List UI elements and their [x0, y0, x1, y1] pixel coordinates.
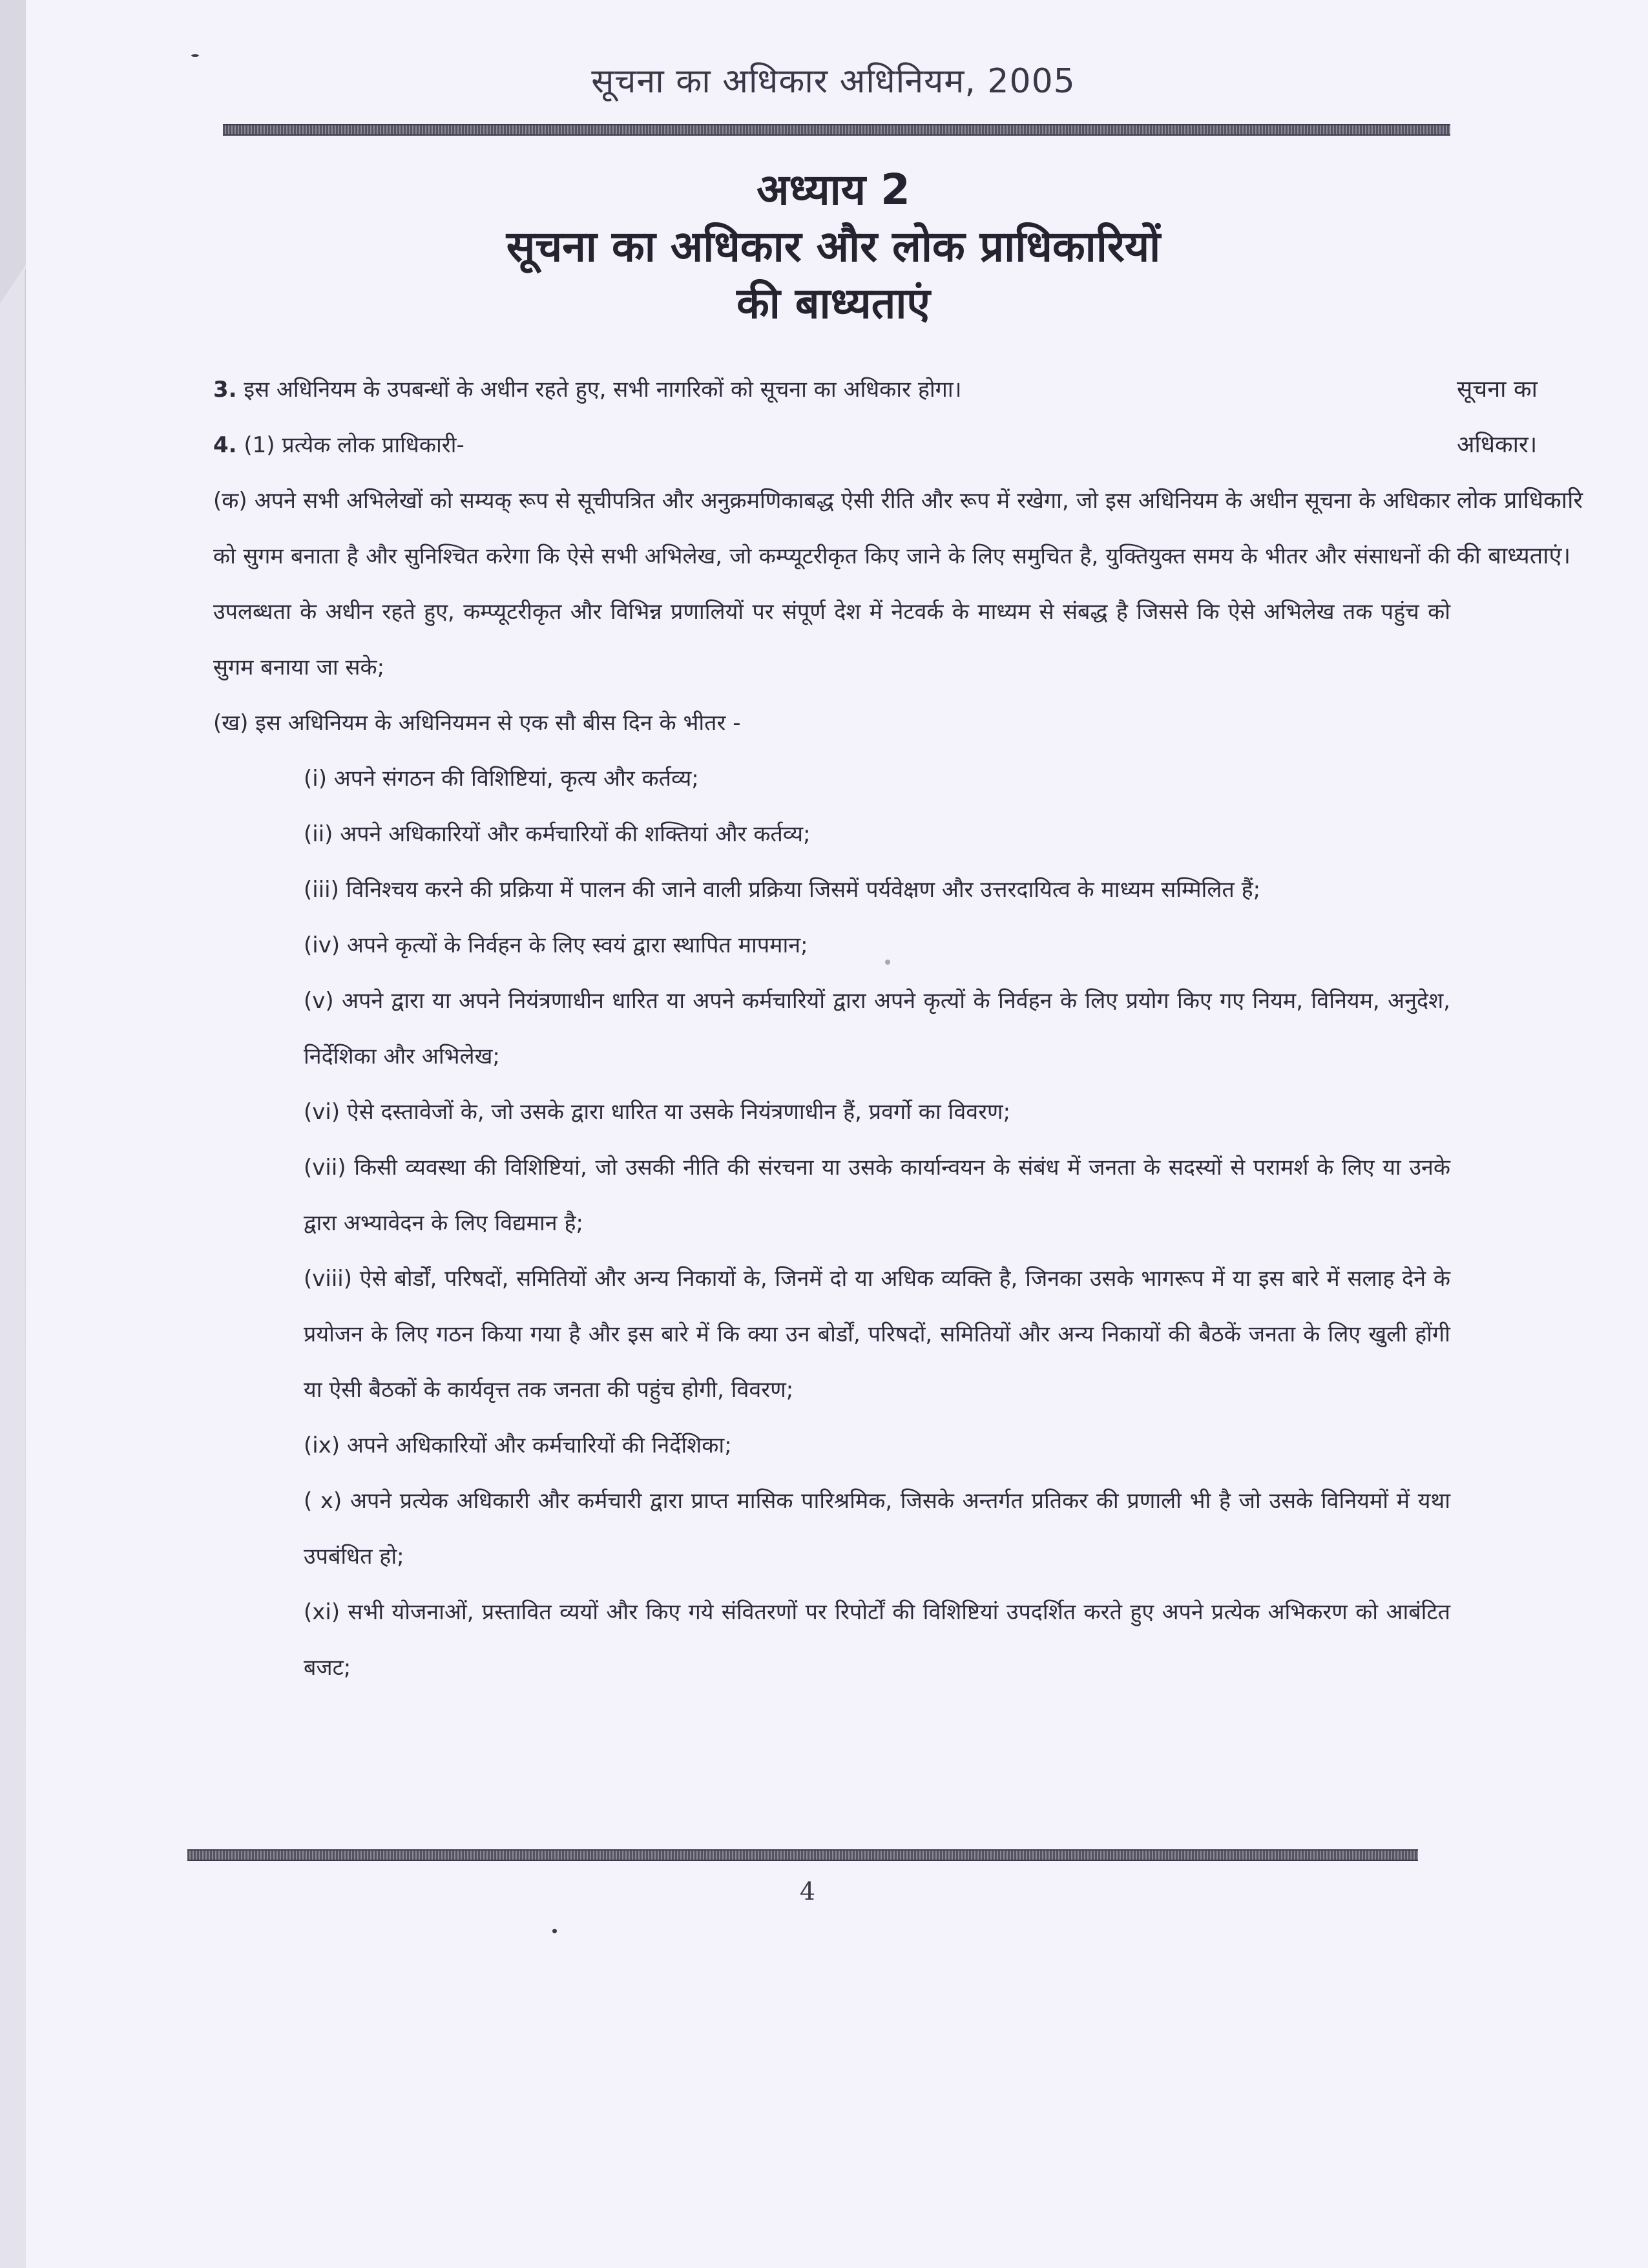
list-item-ix: (ix) अपने अधिकारियों और कर्मचारियों की निर्देशिका; — [304, 1433, 732, 1458]
section-4 — [213, 417, 1450, 473]
list-item-vi: (vi) ऐसे दस्तावेजों के, जो उसके द्वारा धारित या उसके नियंत्रणाधीन हैं, प्रवर्गो का विवरण; — [304, 1099, 1011, 1125]
list-item-x: ( x) अपने प्रत्येक अधिकारी और कर्मचारी द्वारा प्राप्त मासिक पारिश्रमिक, जिसके अन्तर्गत प्रतिकर की प्रणाली भी है जो उसके विनियमों में यथा उपबंधित हो; — [304, 1488, 1450, 1570]
list-item-vii: (vii) किसी व्यवस्था की विशिष्टियां, जो उसकी नीति की संरचना या उसके कार्यान्वयन के संबंध में जनता के सदस्यों से परामर्श के लिए या उनके द्वारा अभ्यावेदन के लिए विद्यमान है; — [304, 1155, 1450, 1236]
chapter-title-line2: की बाध्यताएं — [736, 278, 930, 328]
scan-speck — [552, 1929, 557, 1933]
chapter-heading — [220, 162, 1447, 332]
margin-notes — [1457, 362, 1648, 584]
clause-kha: (ख) इस अधिनियम के अधिनियमन से एक सौ बीस दिन के भीतर - — [213, 710, 741, 736]
margin-note-1-line1: सूचना का — [1457, 376, 1538, 403]
section-4-number: 4. — [213, 432, 237, 458]
list-item-iv: (iv) अपने कृत्यों के निर्वहन के लिए स्वयं द्वारा स्थापित मापमान; — [304, 932, 808, 958]
list-item-xi: (xi) सभी योजनाओं, प्रस्तावित व्ययों और किए गये संवितरणों पर रिपोर्टों की विशिष्टियां उपदर्शित करते हुए अपने प्रत्येक अभिकरण को आबंटित बजट; — [304, 1599, 1450, 1681]
body-text — [213, 362, 1450, 1696]
section-3-number: 3. — [213, 377, 237, 403]
chapter-title-line1: सूचना का अधिकार और लोक प्राधिकारियों — [506, 222, 1161, 271]
page-number: 4 — [799, 1877, 816, 1906]
list-item-v: (v) अपने द्वारा या अपने नियंत्रणाधीन धारित या अपने कर्मचारियों द्वारा अपने कृत्यों के निर्वहन के लिए प्रयोग किए गए नियम, विनियम, अनुदेश, निर्देशिका और अभिलेख; — [304, 988, 1450, 1069]
clause-ka: (क) अपने सभी अभिलेखों को सम्यक् रूप से सूचीपत्रित और अनुक्रमणिकाबद्ध ऐसी रीति और रूप में रखेगा, जो इस अधिनियम के अधीन सूचना के अधिकार को सुगम बनाता है और सुनिश्चित करेगा कि ऐसे सभी अभिलेख, जो कम्प्यूटरीकृत किए जाने के लिए समुचित है, युक्तियुक्त समय के भीतर और संसाधनों की उपलब्धता के अधीन रहते हुए, कम्प्यूटरीकृत और विभिन्न प्रणालियों पर संपूर्ण देश में नेटवर्क के माध्यम से संबद्ध है जिससे कि ऐसे अभिलेख तक पहुंच को सुगम बनाया जा सके; — [213, 488, 1450, 680]
list-item-ii: (ii) अपने अधिकारियों और कर्मचारियों की शक्तियां और कर्तव्य; — [304, 821, 811, 847]
scan-speck — [191, 54, 199, 57]
margin-note-2-line1: लोक प्राधिकारि — [1457, 487, 1583, 514]
section-4-text: (1) प्रत्येक लोक प्राधिकारी- — [244, 432, 464, 458]
running-title: सूचना का अधिकार अधिनियम, 2005 — [591, 62, 1076, 101]
margin-note-1-line2: अधिकार। — [1457, 432, 1538, 458]
header-rule — [223, 124, 1450, 136]
chapter-number: अध्याय 2 — [756, 165, 910, 215]
scan-speck — [885, 960, 890, 965]
list-item-viii: (viii) ऐसे बोर्डों, परिषदों, समितियों और अन्य निकायों के, जिनमें दो या अधिक व्यक्ति है, जिनका उसके भागरूप में या इस बारे में सलाह देने के प्रयोजन के लिए गठन किया गया है और इस बारे में कि क्या उन बोर्डों, परिषदों, समितियों और अन्य निकायों की बैठकें जनता के लिए खुली होंगी या ऐसी बैठकों के कार्यवृत्त तक जनता की पहुंच होगी, विवरण; — [304, 1266, 1450, 1403]
list-item-i: (i) अपने संगठन की विशिष्टियां, कृत्य और कर्तव्य; — [304, 766, 699, 792]
margin-note-2-line2: की बाध्यताएं। — [1457, 543, 1571, 569]
section-3 — [213, 362, 1450, 417]
section-3-text: इस अधिनियम के उपबन्धों के अधीन रहते हुए, सभी नागरिकों को सूचना का अधिकार होगा। — [244, 377, 962, 403]
footer-rule — [187, 1849, 1418, 1861]
list-item-iii: (iii) विनिश्चय करने की प्रक्रिया में पालन की जाने वाली प्रक्रिया जिसमें पर्यवेक्षण और उत्तरदायित्व के माध्यम सम्मिलित हैं; — [304, 877, 1261, 903]
